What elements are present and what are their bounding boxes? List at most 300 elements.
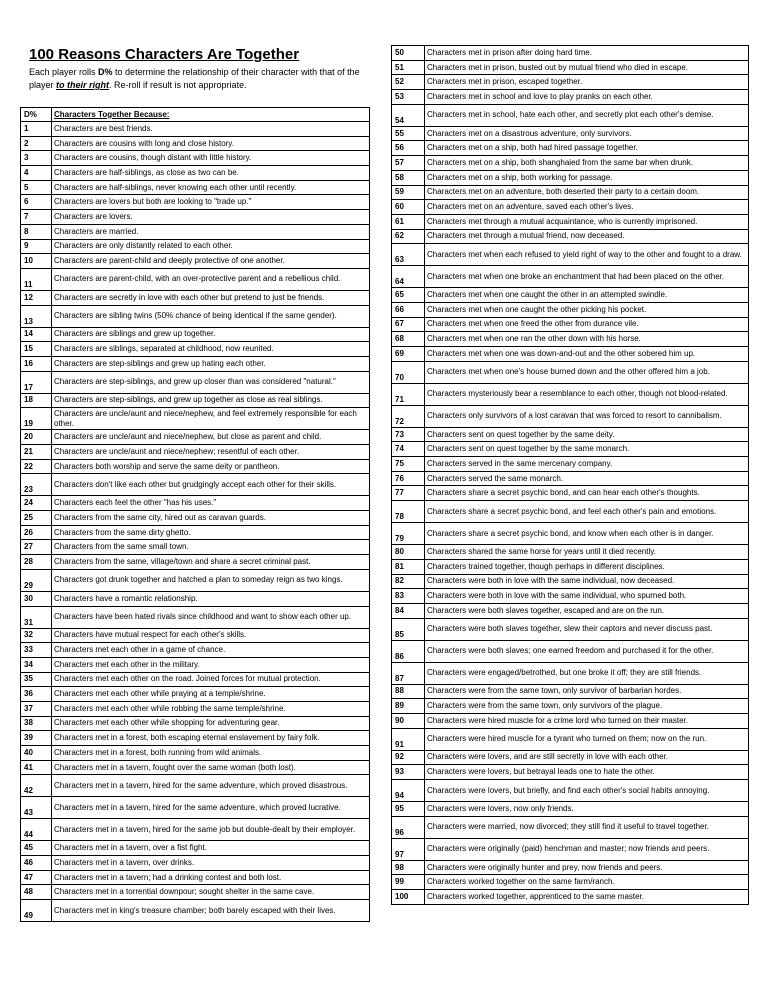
table-row	[21, 746, 370, 761]
table-row	[392, 618, 749, 640]
row-reason-text: Characters met each other while robbing the same temple/shrine.	[52, 701, 370, 716]
row-reason-text: Characters were from the same town, only survivors of the plague.	[425, 699, 749, 714]
table-row	[21, 591, 370, 606]
row-roll-number: 51	[392, 60, 425, 75]
row-reason-text: Characters served the same monarch.	[425, 471, 749, 486]
table-row	[21, 122, 370, 137]
row-reason-text: Characters were both in love with the same individual, who spurned both.	[425, 589, 749, 604]
row-reason-text: Characters were lovers, now only friends.	[425, 802, 749, 817]
row-roll-number: 72	[392, 405, 425, 427]
table-row	[392, 545, 749, 560]
row-reason-text: Characters met through a mutual friend, now deceased.	[425, 229, 749, 244]
table-row	[392, 574, 749, 589]
row-reason-text: Characters met in a tavern, fought over the same woman (both lost).	[52, 760, 370, 775]
row-roll-number: 31	[21, 606, 52, 628]
row-roll-number: 44	[21, 819, 52, 841]
row-roll-number: 76	[392, 471, 425, 486]
header-reason: Characters Together Because:	[52, 108, 370, 122]
table-row	[392, 523, 749, 545]
row-roll-number: 79	[392, 523, 425, 545]
row-roll-number: 1	[21, 122, 52, 137]
row-roll-number: 90	[392, 713, 425, 728]
table-row	[21, 393, 370, 408]
table-row	[21, 210, 370, 225]
table-row	[392, 728, 749, 750]
row-roll-number: 19	[21, 408, 52, 430]
reasons-table-right	[391, 45, 749, 905]
row-roll-number: 91	[392, 728, 425, 750]
intro-part2: to determine the relationship of their character with that of the player	[29, 67, 360, 90]
row-roll-number: 67	[392, 317, 425, 332]
table-row	[21, 136, 370, 151]
intro-part3: . Re-roll if result is not appropriate.	[109, 80, 247, 90]
table-row	[392, 170, 749, 185]
row-roll-number: 13	[21, 305, 52, 327]
row-reason-text: Characters both worship and serve the same deity or pantheon.	[52, 459, 370, 474]
row-roll-number: 8	[21, 224, 52, 239]
row-reason-text: Characters met in a tavern, hired for the same adventure, which proved lucrative.	[52, 797, 370, 819]
table-row	[21, 511, 370, 526]
row-reason-text: Characters are half-siblings, never knowing each other until recently.	[52, 180, 370, 195]
table-row	[392, 471, 749, 486]
table-row	[21, 459, 370, 474]
row-reason-text: Characters share a secret psychic bond, and can hear each other's thoughts.	[425, 486, 749, 501]
row-roll-number: 42	[21, 775, 52, 797]
row-roll-number: 17	[21, 371, 52, 393]
row-roll-number: 34	[21, 657, 52, 672]
row-reason-text: Characters met when one caught the other picking his pocket.	[425, 302, 749, 317]
row-roll-number: 45	[21, 841, 52, 856]
table-row	[21, 657, 370, 672]
row-roll-number: 81	[392, 559, 425, 574]
row-reason-text: Characters were originally hunter and prey, now friends and peers.	[425, 860, 749, 875]
header-roll: D%	[21, 108, 52, 122]
row-roll-number: 52	[392, 75, 425, 90]
table-row	[21, 687, 370, 702]
row-reason-text: Characters were both slaves together, slew their captors and never discuss past.	[425, 618, 749, 640]
row-roll-number: 82	[392, 574, 425, 589]
table-row	[21, 151, 370, 166]
row-reason-text: Characters met in school and love to play pranks on each other.	[425, 90, 749, 105]
row-roll-number: 75	[392, 457, 425, 472]
row-roll-number: 98	[392, 860, 425, 875]
table-row	[21, 445, 370, 460]
row-reason-text: Characters met when each refused to yield right of way to the other and fought to a draw.	[425, 244, 749, 266]
row-roll-number: 57	[392, 156, 425, 171]
row-reason-text: Characters met when one ran the other down with his horse.	[425, 332, 749, 347]
table-row	[21, 305, 370, 327]
row-roll-number: 60	[392, 200, 425, 215]
row-reason-text: Characters met each other in the military.	[52, 657, 370, 672]
table-row	[392, 185, 749, 200]
row-reason-text: Characters sent on quest together by the same monarch.	[425, 442, 749, 457]
row-reason-text: Characters sent on quest together by the same deity.	[425, 427, 749, 442]
row-reason-text: Characters are step-siblings, and grew up together as close as real siblings.	[52, 393, 370, 408]
row-reason-text: Characters met when one caught the other in an attempted swindle.	[425, 288, 749, 303]
table-row	[21, 474, 370, 496]
row-reason-text: Characters are siblings and grew up together.	[52, 327, 370, 342]
table-row	[392, 802, 749, 817]
row-roll-number: 39	[21, 731, 52, 746]
table-row	[392, 288, 749, 303]
table-row	[21, 268, 370, 290]
row-roll-number: 96	[392, 816, 425, 838]
table-row	[392, 765, 749, 780]
table-row	[392, 75, 749, 90]
table-row	[21, 701, 370, 716]
table-row	[21, 775, 370, 797]
table-row	[21, 224, 370, 239]
row-roll-number: 5	[21, 180, 52, 195]
row-reason-text: Characters are uncle/aunt and niece/nephew, and feel extremely responsible for each other.	[52, 408, 370, 430]
row-reason-text: Characters met on an adventure, saved each other's lives.	[425, 200, 749, 215]
table-row	[21, 900, 370, 922]
row-reason-text: Characters mysteriously bear a resemblance to each other, though not blood-related.	[425, 383, 749, 405]
row-roll-number: 69	[392, 347, 425, 362]
row-roll-number: 7	[21, 210, 52, 225]
table-row	[21, 760, 370, 775]
row-roll-number: 27	[21, 540, 52, 555]
row-reason-text: Characters met on an adventure, both deserted their party to a certain doom.	[425, 185, 749, 200]
row-roll-number: 16	[21, 356, 52, 371]
row-reason-text: Characters from the same dirty ghetto.	[52, 525, 370, 540]
row-roll-number: 94	[392, 780, 425, 802]
table-row	[392, 361, 749, 383]
table-row	[392, 60, 749, 75]
row-roll-number: 43	[21, 797, 52, 819]
row-roll-number: 26	[21, 525, 52, 540]
row-reason-text: Characters have a romantic relationship.	[52, 591, 370, 606]
table-row	[392, 559, 749, 574]
row-reason-text: Characters met in prison after doing hard time.	[425, 46, 749, 61]
row-reason-text: Characters met in a tavern, hired for the same job but double-dealt by their employer.	[52, 819, 370, 841]
table-row	[21, 180, 370, 195]
table-row	[392, 156, 749, 171]
table-row	[392, 427, 749, 442]
row-roll-number: 14	[21, 327, 52, 342]
table-row	[21, 496, 370, 511]
row-roll-number: 83	[392, 589, 425, 604]
row-reason-text: Characters met each other while shopping for adventuring gear.	[52, 716, 370, 731]
row-roll-number: 50	[392, 46, 425, 61]
table-row	[21, 856, 370, 871]
row-reason-text: Characters shared the same horse for years until it died recently.	[425, 545, 749, 560]
table-body-left	[21, 122, 370, 922]
row-reason-text: Characters met on a ship, both shanghaied from the same bar when drunk.	[425, 156, 749, 171]
row-reason-text: Characters don't like each other but grudgingly accept each other for their skills.	[52, 474, 370, 496]
row-reason-text: Characters are married.	[52, 224, 370, 239]
row-roll-number: 89	[392, 699, 425, 714]
row-roll-number: 65	[392, 288, 425, 303]
table-row	[392, 662, 749, 684]
row-reason-text: Characters were lovers, but betrayal leads one to hate the other.	[425, 765, 749, 780]
table-row	[21, 643, 370, 658]
row-reason-text: Characters were lovers, but briefly, and find each other's social habits annoying.	[425, 780, 749, 802]
row-reason-text: Characters met when one broke an enchantment that had been placed on the other.	[425, 266, 749, 288]
table-row	[392, 46, 749, 61]
row-reason-text: Characters met on a ship, both had hired passage together.	[425, 141, 749, 156]
row-roll-number: 59	[392, 185, 425, 200]
row-reason-text: Characters met in a tavern; had a drinking contest and both lost.	[52, 870, 370, 885]
table-row	[21, 885, 370, 900]
row-reason-text: Characters met each other while praying at a temple/shrine.	[52, 687, 370, 702]
row-reason-text: Characters met each other in a game of chance.	[52, 643, 370, 658]
table-row	[392, 442, 749, 457]
table-row	[21, 254, 370, 269]
table-row	[392, 214, 749, 229]
table-body-right	[392, 46, 749, 905]
row-roll-number: 37	[21, 701, 52, 716]
table-row	[392, 713, 749, 728]
table-row	[392, 332, 749, 347]
row-roll-number: 85	[392, 618, 425, 640]
row-reason-text: Characters are sibling twins (50% chance of being identical if the same gender).	[52, 305, 370, 327]
table-row	[21, 342, 370, 357]
row-roll-number: 3	[21, 151, 52, 166]
row-reason-text: Characters from the same, village/town and share a secret criminal past.	[52, 555, 370, 570]
row-roll-number: 28	[21, 555, 52, 570]
row-roll-number: 36	[21, 687, 52, 702]
row-roll-number: 22	[21, 459, 52, 474]
table-row	[392, 347, 749, 362]
row-reason-text: Characters are siblings, separated at childhood, now reunited.	[52, 342, 370, 357]
row-reason-text: Characters have mutual respect for each other's skills.	[52, 628, 370, 643]
table-row	[21, 841, 370, 856]
row-reason-text: Characters have been hated rivals since childhood and want to show each other up.	[52, 606, 370, 628]
table-row	[392, 501, 749, 523]
row-reason-text: Characters met in a torrential downpour; sought shelter in the same cave.	[52, 885, 370, 900]
row-reason-text: Characters are cousins with long and close history.	[52, 136, 370, 151]
row-roll-number: 6	[21, 195, 52, 210]
table-row	[392, 875, 749, 890]
row-reason-text: Characters met in king's treasure chamber; both barely escaped with their lives.	[52, 900, 370, 922]
table-row	[392, 780, 749, 802]
row-roll-number: 30	[21, 591, 52, 606]
row-reason-text: Characters met in a tavern, over drinks.	[52, 856, 370, 871]
row-reason-text: Characters are step-siblings, and grew up closer than was considered "natural."	[52, 371, 370, 393]
table-row	[21, 371, 370, 393]
row-reason-text: Characters met when one freed the other from durance vile.	[425, 317, 749, 332]
table-row	[392, 126, 749, 141]
row-roll-number: 80	[392, 545, 425, 560]
row-roll-number: 88	[392, 684, 425, 699]
table-row	[392, 141, 749, 156]
table-row	[21, 290, 370, 305]
table-row	[392, 266, 749, 288]
row-reason-text: Characters met when one was down-and-out and the other sobered him up.	[425, 347, 749, 362]
row-roll-number: 15	[21, 342, 52, 357]
row-roll-number: 41	[21, 760, 52, 775]
table-row	[21, 628, 370, 643]
row-roll-number: 70	[392, 361, 425, 383]
table-row	[21, 731, 370, 746]
row-reason-text: Characters were both in love with the same individual, now deceased.	[425, 574, 749, 589]
row-roll-number: 84	[392, 603, 425, 618]
row-roll-number: 100	[392, 890, 425, 905]
row-roll-number: 71	[392, 383, 425, 405]
row-reason-text: Characters met through a mutual acquaintance, who is currently imprisoned.	[425, 214, 749, 229]
row-reason-text: Characters worked together on the same farm/ranch.	[425, 875, 749, 890]
table-row	[21, 672, 370, 687]
row-reason-text: Characters each feel the other "has his uses."	[52, 496, 370, 511]
row-reason-text: Characters met in a forest, both escaping eternal enslavement by fairy folk.	[52, 731, 370, 746]
row-roll-number: 24	[21, 496, 52, 511]
table-row	[21, 797, 370, 819]
table-row	[392, 603, 749, 618]
row-reason-text: Characters are only distantly related to each other.	[52, 239, 370, 254]
row-reason-text: Characters are step-siblings and grew up hating each other.	[52, 356, 370, 371]
row-reason-text: Characters met on a ship, both working for passage.	[425, 170, 749, 185]
row-roll-number: 49	[21, 900, 52, 922]
row-roll-number: 78	[392, 501, 425, 523]
table-row	[392, 890, 749, 905]
row-roll-number: 9	[21, 239, 52, 254]
table-row	[21, 569, 370, 591]
row-reason-text: Characters met on a disastrous adventure, only survivors.	[425, 126, 749, 141]
row-reason-text: Characters only survivors of a lost caravan that was forced to resort to cannibalism.	[425, 405, 749, 427]
table-row	[21, 327, 370, 342]
table-row	[21, 525, 370, 540]
row-reason-text: Characters were married, now divorced; they still find it useful to travel together.	[425, 816, 749, 838]
row-roll-number: 68	[392, 332, 425, 347]
intro-text	[29, 66, 365, 92]
row-roll-number: 77	[392, 486, 425, 501]
row-roll-number: 87	[392, 662, 425, 684]
row-roll-number: 63	[392, 244, 425, 266]
row-reason-text: Characters from the same small town.	[52, 540, 370, 555]
row-roll-number: 73	[392, 427, 425, 442]
intro-emphasis: to their right	[56, 80, 110, 90]
row-reason-text: Characters were from the same town, only survivor of barbarian hordes.	[425, 684, 749, 699]
row-reason-text: Characters are lovers but both are looking to "trade up."	[52, 195, 370, 210]
row-roll-number: 62	[392, 229, 425, 244]
row-reason-text: Characters met in school, hate each other, and secretly plot each other's demise.	[425, 104, 749, 126]
row-reason-text: Characters share a secret psychic bond, and feel each other's pain and emotions.	[425, 501, 749, 523]
table-row	[21, 555, 370, 570]
table-row	[392, 90, 749, 105]
row-roll-number: 38	[21, 716, 52, 731]
row-roll-number: 2	[21, 136, 52, 151]
row-roll-number: 58	[392, 170, 425, 185]
row-reason-text: Characters worked together, apprenticed to the same master.	[425, 890, 749, 905]
row-reason-text: Characters were engaged/betrothed, but one broke it off; they are still friends.	[425, 662, 749, 684]
intro-part1: Each player rolls	[29, 67, 99, 77]
table-row	[21, 430, 370, 445]
row-roll-number: 23	[21, 474, 52, 496]
table-row	[21, 166, 370, 181]
row-roll-number: 25	[21, 511, 52, 526]
row-reason-text: Characters met in prison, escaped together.	[425, 75, 749, 90]
row-roll-number: 10	[21, 254, 52, 269]
table-row	[392, 684, 749, 699]
table-row	[392, 229, 749, 244]
row-reason-text: Characters are half-siblings, as close as two can be.	[52, 166, 370, 181]
table-row	[21, 195, 370, 210]
row-roll-number: 18	[21, 393, 52, 408]
table-row	[392, 486, 749, 501]
row-roll-number: 54	[392, 104, 425, 126]
row-roll-number: 64	[392, 266, 425, 288]
row-roll-number: 92	[392, 750, 425, 765]
row-roll-number: 53	[392, 90, 425, 105]
row-roll-number: 56	[392, 141, 425, 156]
row-roll-number: 99	[392, 875, 425, 890]
row-roll-number: 40	[21, 746, 52, 761]
row-roll-number: 48	[21, 885, 52, 900]
row-reason-text: Characters were hired muscle for a tyrant who turned on them; now on the run.	[425, 728, 749, 750]
row-roll-number: 66	[392, 302, 425, 317]
table-row	[392, 838, 749, 860]
row-reason-text: Characters met each other on the road. Joined forces for mutual protection.	[52, 672, 370, 687]
row-reason-text: Characters are uncle/aunt and niece/nephew; resentful of each other.	[52, 445, 370, 460]
table-row	[392, 104, 749, 126]
row-reason-text: Characters share a secret psychic bond, and know when each other is in danger.	[425, 523, 749, 545]
row-roll-number: 47	[21, 870, 52, 885]
table-row	[21, 819, 370, 841]
table-row	[392, 589, 749, 604]
row-roll-number: 21	[21, 445, 52, 460]
row-roll-number: 32	[21, 628, 52, 643]
row-roll-number: 46	[21, 856, 52, 871]
row-roll-number: 61	[392, 214, 425, 229]
table-row	[392, 302, 749, 317]
row-reason-text: Characters got drunk together and hatched a plan to someday reign as two kings.	[52, 569, 370, 591]
intro-dice: D%	[98, 67, 113, 77]
row-reason-text: Characters met in a tavern, over a fist fight.	[52, 841, 370, 856]
table-row	[21, 239, 370, 254]
row-roll-number: 4	[21, 166, 52, 181]
row-roll-number: 86	[392, 640, 425, 662]
table-row	[392, 750, 749, 765]
table-row	[21, 870, 370, 885]
row-reason-text: Characters were lovers, and are still secretly in love with each other.	[425, 750, 749, 765]
row-roll-number: 11	[21, 268, 52, 290]
reasons-table-left	[20, 107, 370, 922]
table-row	[392, 200, 749, 215]
row-reason-text: Characters are cousins, though distant with little history.	[52, 151, 370, 166]
table-row	[392, 699, 749, 714]
table-row	[392, 383, 749, 405]
row-roll-number: 35	[21, 672, 52, 687]
row-reason-text: Characters met when one's house burned down and the other offered him a job.	[425, 361, 749, 383]
page-title: 100 Reasons Characters Are Together	[29, 46, 300, 63]
row-reason-text: Characters were both slaves together, escaped and are on the run.	[425, 603, 749, 618]
table-row	[392, 640, 749, 662]
row-roll-number: 29	[21, 569, 52, 591]
row-reason-text: Characters met in prison, busted out by mutual friend who died in escape.	[425, 60, 749, 75]
row-roll-number: 33	[21, 643, 52, 658]
table-row	[21, 716, 370, 731]
row-reason-text: Characters were originally (paid) henchman and master; now friends and peers.	[425, 838, 749, 860]
row-reason-text: Characters are lovers.	[52, 210, 370, 225]
table-row	[392, 317, 749, 332]
table-row	[392, 860, 749, 875]
table-row	[392, 816, 749, 838]
row-reason-text: Characters are parent-child, with an over-protective parent and a rebellious child.	[52, 268, 370, 290]
row-reason-text: Characters met in a forest, both running from wild animals.	[52, 746, 370, 761]
table-row	[21, 606, 370, 628]
row-roll-number: 97	[392, 838, 425, 860]
table-row	[21, 408, 370, 430]
table-row	[21, 356, 370, 371]
row-reason-text: Characters are parent-child and deeply protective of one another.	[52, 254, 370, 269]
row-reason-text: Characters from the same city, hired out as caravan guards.	[52, 511, 370, 526]
row-reason-text: Characters met in a tavern, hired for the same adventure, which proved disastrous.	[52, 775, 370, 797]
row-roll-number: 74	[392, 442, 425, 457]
table-row	[392, 405, 749, 427]
table-row	[21, 540, 370, 555]
table-row	[392, 457, 749, 472]
